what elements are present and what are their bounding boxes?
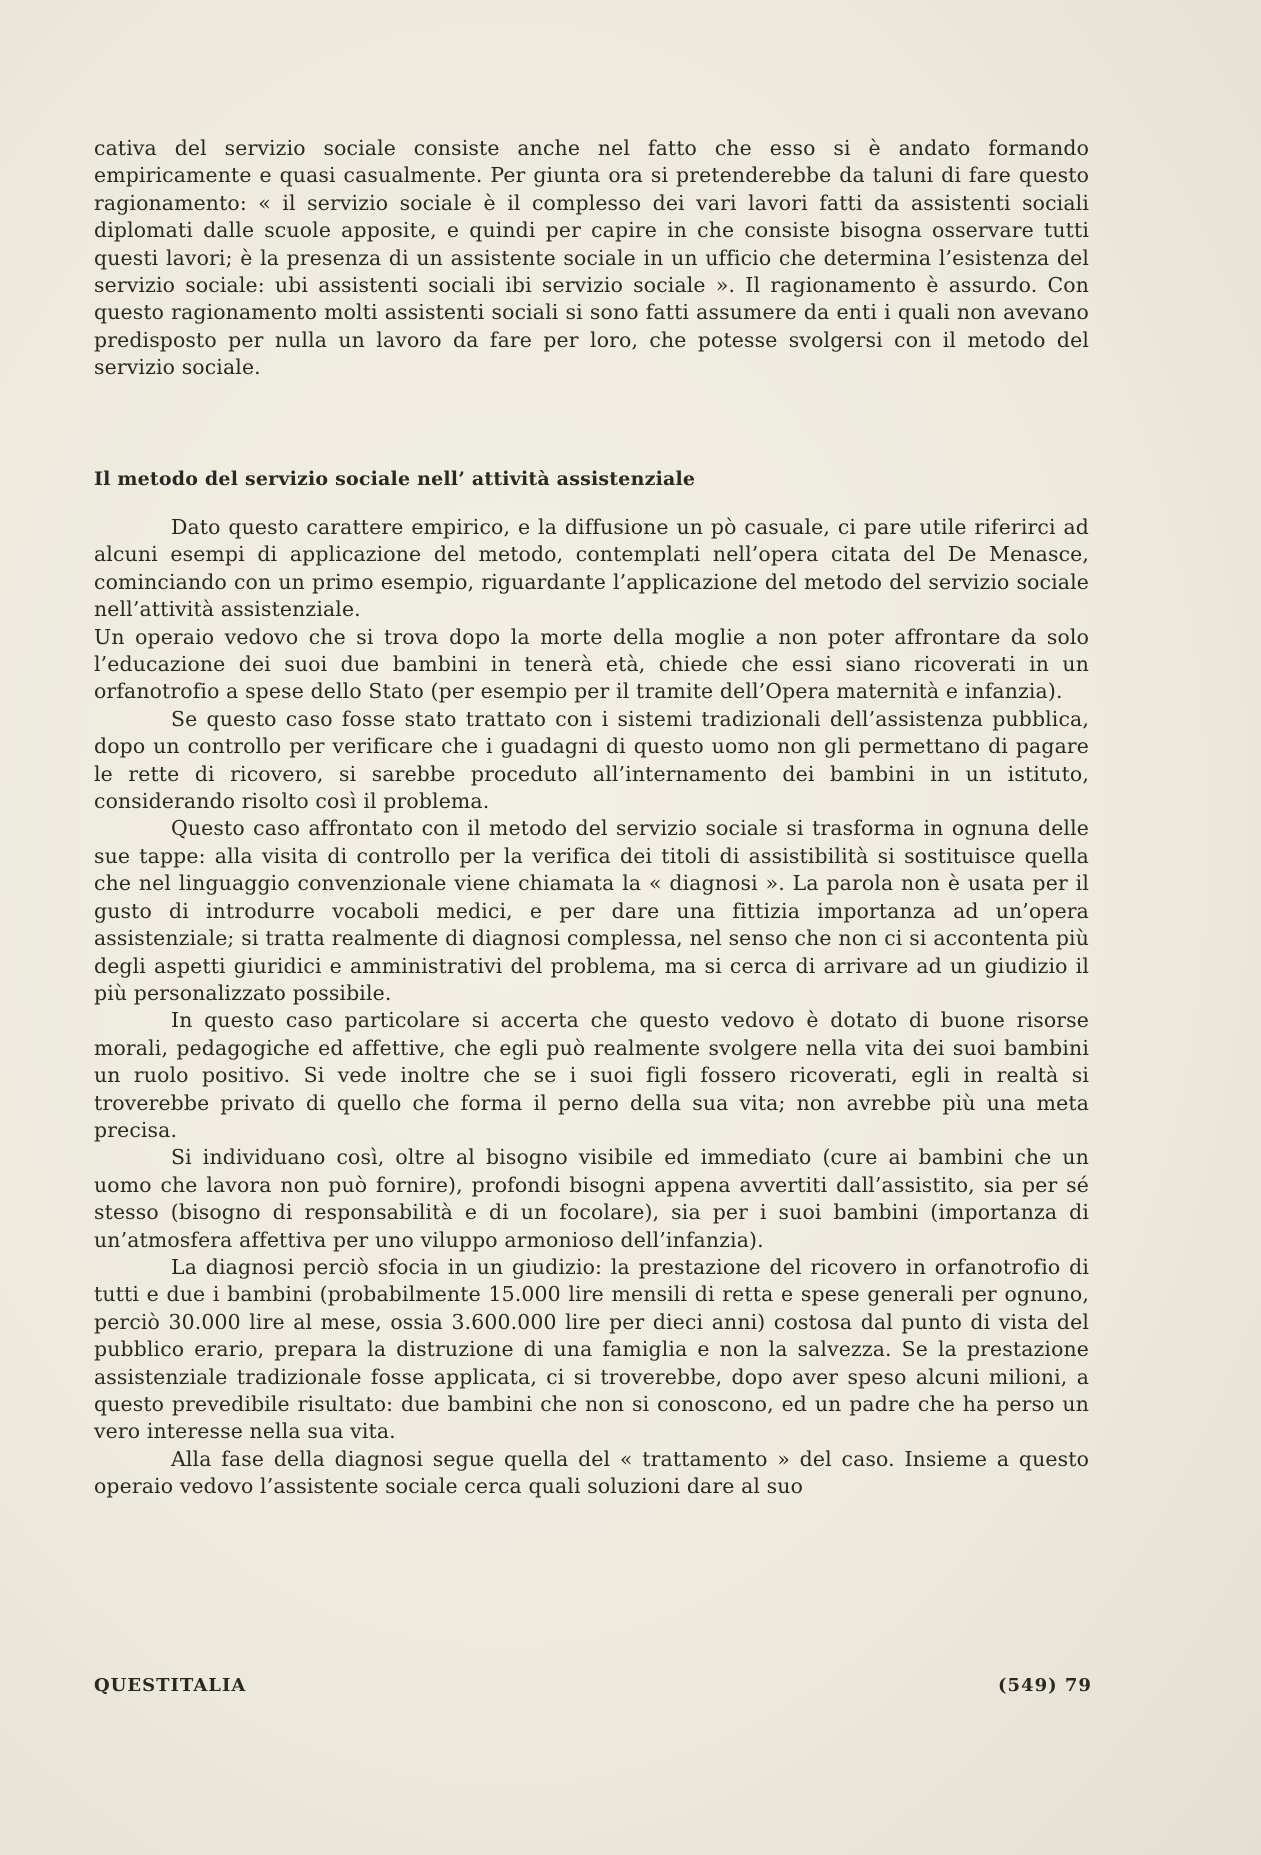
- intro-paragraph-block: [94, 135, 1089, 382]
- footer-page-number: (549) 79: [998, 1675, 1092, 1696]
- body-paragraph-2: Un operaio vedovo che si trova dopo la morte della moglie a non poter affrontare da solo l’educazione dei suoi due bambini in tenerà età, chiede che essi siano ricoverati in un orfanotrofio a spese dello Stato (per esempio per il tramite dell’Opera maternità e infanzia).: [94, 624, 1089, 704]
- footer-journal-name: QUESTITALIA: [94, 1675, 247, 1696]
- body-paragraph-1: Dato questo carattere empirico, e la diffusione un pò casuale, ci pare utile riferirci ad alcuni esempi di applicazione del metodo, contemplati nell’opera citata del De Menasce, cominciando con un primo esempio, riguardante l’applicazione del metodo del servizio sociale nell’attività assistenziale.: [94, 515, 1089, 622]
- body-paragraph-7: La diagnosi perciò sfocia in un giudizio: la prestazione del ricovero in orfanotrofio di tutti e due i bambini (probabilmente 15.000 lire mensili di retta e spese generali per ognuno, perciò 30.000 lire al mese, ossia 3.600.000 lire per dieci anni) costosa dal punto di vista del pubblico erario, prepara la distruzione di una famiglia e non la salvezza. Se la prestazione assistenziale tradizionale fosse applicata, ci si troverebbe, dopo aver speso alcuni milioni, a questo prevedibile risultato: due bambini che non si conoscono, ed un padre che ha perso un vero interesse nella sua vita.: [94, 1254, 1089, 1444]
- section-body: [94, 514, 1089, 1501]
- body-paragraph-3: Se questo caso fosse stato trattato con i sistemi tradizionali dell’assistenza pubblica, dopo un controllo per verificare che i guadagni di questo uomo non gli permettano di pagare le rette di ricovero, si sarebbe proceduto all’internamento dei bambini in un istituto, considerando risolto così il problema.: [94, 706, 1089, 814]
- section-heading: Il metodo del servizio sociale nell’ attività assistenziale: [94, 468, 696, 490]
- body-paragraph-6: Si individuano così, oltre al bisogno visibile ed immediato (cure ai bambini che un uomo che lavora non può fornire), profondi bisogni appena avvertiti dall’assistito, sia per sé stesso (bisogno di responsabilità e di un focolare), sia per i suoi bambini (importanza di un’atmosfera affettiva per uno viluppo armonioso dell’infanzia).: [94, 1145, 1089, 1252]
- body-paragraph-8: Alla fase della diagnosi segue quella del « trattamento » del caso. Insieme a questo operaio vedovo l’assistente sociale cerca quali soluzioni dare al suo: [94, 1446, 1089, 1499]
- intro-paragraph: cativa del servizio sociale consiste anche nel fatto che esso si è andato formando empiricamente e quasi casualmente. Per giunta ora si pretenderebbe da taluni di fare questo ragionamento: « il servizio sociale è il complesso dei vari lavori fatti da assistenti sociali diplomati dalle scuole apposite, e quindi per capire in che consiste bisogna osservare tutti questi lavori; è la presenza di un assistente sociale in un ufficio che determina l’esistenza del servizio sociale: ubi assistenti sociali ibi servizio sociale ». Il ragionamento è assurdo. Con questo ragionamento molti assistenti sociali si sono fatti assumere da enti i quali non avevano predisposto per nulla un lavoro da fare per loro, che potesse svolgersi con il metodo del servizio sociale.: [94, 136, 1089, 380]
- body-paragraph-5: In questo caso particolare si accerta che questo vedovo è dotato di buone risorse morali, pedagogiche ed affettive, che egli può realmente svolgere nella vita dei suoi bambini un ruolo positivo. Si vede inoltre che se i suoi figli fossero ricoverati, egli in realtà si troverebbe privato di quello che forma il perno della sua vita; non avrebbe più una meta precisa.: [94, 1008, 1089, 1142]
- body-paragraph-4: Questo caso affrontato con il metodo del servizio sociale si trasforma in ognuna delle sue tappe: alla visita di controllo per la verifica dei titoli di assistibilità si sostituisce quella che nel linguaggio convenzionale viene chiamata la « diagnosi ». La parola non è usata per il gusto di introdurre vocaboli medici, e per dare una fittizia importanza ad un’opera assistenziale; si tratta realmente di diagnosi complessa, nel senso che non ci si accontenta più degli aspetti giuridici e amministrativi del problema, ma si cerca di arrivare ad un giudizio il più personalizzato possibile.: [94, 816, 1089, 1005]
